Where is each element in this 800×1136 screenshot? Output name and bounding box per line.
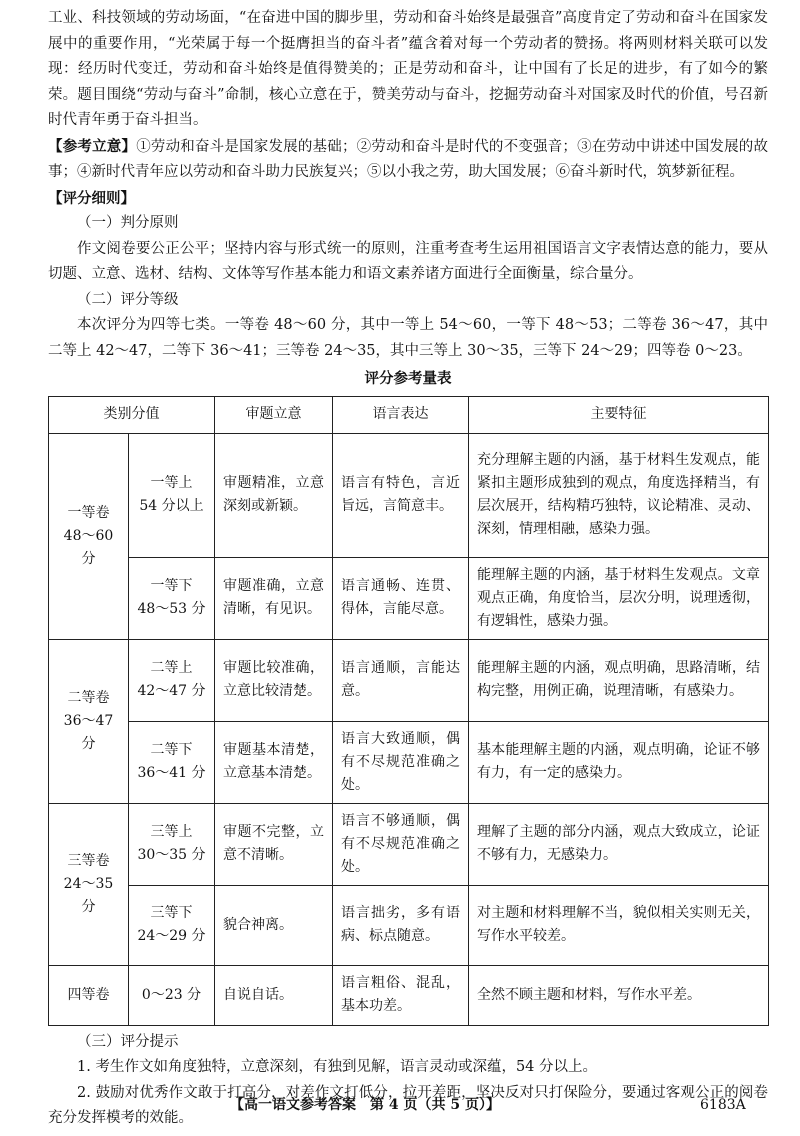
intro-paragraph: 工业、科技领域的劳动场面，“在奋进中国的脚步里，劳动和奋斗始终是最强音”高度肯定了劳动和奋斗在国家发展中的重要作用，“光荣属于每一个挺膺担当的奋斗者”蕴含着对每一个劳动者的赞扬。将两则材料关联可以发现：经历时代变迁，劳动和奋斗始终是值得赞美的；正是劳动和奋斗，让中国有了长足的进步，有了如今的繁荣。题目围绕“劳动与奋斗”命制，核心立意在于，赞美劳动与奋斗，挖掘劳动奋斗对国家及时代的价值，号召新时代青年勇于奋斗担当。	[48, 10, 768, 128]
language-cell: 语言有特色，言近旨远，言简意丰。	[333, 433, 469, 557]
group-cell: 三等卷 24～35 分	[49, 803, 129, 965]
section1-title: （一）判分原则	[77, 215, 179, 231]
header-language: 语言表达	[333, 396, 469, 433]
footer-code: 6183A	[700, 1097, 746, 1113]
theme-cell: 审题比较准确，立意比较清楚。	[215, 639, 333, 721]
reference-label: 【参考立意】	[48, 137, 137, 155]
sub-cell: 一等下 48～53 分	[129, 557, 215, 639]
feature-cell: 充分理解主题的内涵，基于材料生发观点，能紧扣主题形成独到的观点，角度选择精当，有层次展开，结构精巧独特，议论精准、灵动、深刻，情理相融，感染力强。	[469, 433, 769, 557]
feature-cell: 能理解主题的内涵，基于材料生发观点。文章观点正确，角度恰当，层次分明，说理透彻，有逻辑性，感染力强。	[469, 557, 769, 639]
theme-cell: 审题准确，立意清晰，有见识。	[215, 557, 333, 639]
reference-text: ①劳动和奋斗是国家发展的基础；②劳动和奋斗是时代的不变强音；③在劳动中讲述中国发展的故事；④新时代青年应以劳动和奋斗助力民族复兴；⑤以小我之劳，助大国发展；⑥奋斗新时代，筑梦新征程。	[48, 138, 768, 180]
page-body	[48, 6, 768, 1132]
sub-cell: 二等下 36～41 分	[129, 721, 215, 803]
feature-cell: 全然不顾主题和材料，写作水平差。	[469, 965, 769, 1025]
language-cell: 语言不够通顺，偶有不尽规范准确之处。	[333, 803, 469, 885]
scoring-table	[48, 396, 769, 1026]
tip-1: 1. 考生作文如角度独特，立意深刻，有独到见解，语言灵动或深蕴，54 分以上。	[77, 1059, 598, 1075]
group-cell: 二等卷 36～47 分	[49, 639, 129, 803]
sub-cell: 一等上 54 分以上	[129, 433, 215, 557]
theme-cell: 自说自话。	[215, 965, 333, 1025]
table-row	[49, 721, 769, 803]
table-row	[49, 557, 769, 639]
language-cell: 语言拙劣，多有语病、标点随意。	[333, 885, 469, 965]
table-row	[49, 639, 769, 721]
language-cell: 语言大致通顺，偶有不尽规范准确之处。	[333, 721, 469, 803]
group-cell: 四等卷	[49, 965, 129, 1025]
feature-cell: 基本能理解主题的内涵，观点明确，论证不够有力，有一定的感染力。	[469, 721, 769, 803]
section2-title: （二）评分等级	[77, 291, 179, 308]
tip-2: 2. 鼓励对优秀作文敢于打高分，对差作文打低分，拉开差距，坚决反对只打保险分，要通过客观公正的阅卷充分发挥模考的效能。	[48, 1084, 768, 1126]
section2-text: 本次评分为四等七类。一等卷 48～60 分，其中一等上 54～60，一等下 48～53；二等卷 36～47，其中二等上 42～47，二等下 36～41；三等卷 24～35，其中三等上 30～35，三等下 24～29；四等卷 0～23。	[48, 317, 768, 359]
header-feature: 主要特征	[469, 396, 769, 433]
feature-cell: 理解了主题的部分内涵，观点大致成立，论证不够有力，无感染力。	[469, 803, 769, 885]
theme-cell: 审题基本清楚，立意基本清楚。	[215, 721, 333, 803]
theme-cell: 审题精准，立意深刻或新颖。	[215, 433, 333, 557]
group-cell: 一等卷 48～60 分	[49, 433, 129, 639]
sub-cell: 三等上 30～35 分	[129, 803, 215, 885]
feature-cell: 能理解主题的内涵，观点明确，思路清晰，结构完整，用例正确，说理清晰，有感染力。	[469, 639, 769, 721]
table-row	[49, 803, 769, 885]
table-row	[49, 885, 769, 965]
tips-title: （三）评分提示	[77, 1033, 179, 1050]
language-cell: 语言通畅、连贯、得体，言能尽意。	[333, 557, 469, 639]
footer-page-info: 【高一语文参考答案 第 4 页（共 5 页）】	[230, 1097, 500, 1113]
sub-cell: 0～23 分	[129, 965, 215, 1025]
sub-cell: 三等下 24～29 分	[129, 885, 215, 965]
language-cell: 语言粗俗、混乱，基本功差。	[333, 965, 469, 1025]
section1-text: 作文阅卷要公正公平；坚持内容与形式统一的原则，注重考查考生运用祖国语言文字表情达意的能力，要从切题、立意、选材、结构、文体等写作基本能力和语文素养诸方面进行全面衡量，综合量分。	[48, 240, 768, 282]
table-header-row	[49, 396, 769, 433]
sub-cell: 二等上 42～47 分	[129, 639, 215, 721]
scoring-label: 【评分细则】	[48, 189, 135, 207]
feature-cell: 对主题和材料理解不当，貌似相关实则无关，写作水平较差。	[469, 885, 769, 965]
header-theme: 审题立意	[215, 396, 333, 433]
theme-cell: 审题不完整，立意不清晰。	[215, 803, 333, 885]
theme-cell: 貌合神离。	[215, 885, 333, 965]
header-category: 类别分值	[49, 396, 215, 433]
reference-paragraph	[48, 134, 768, 186]
language-cell: 语言通顺，言能达意。	[333, 639, 469, 721]
table-row	[49, 965, 769, 1025]
table-row	[49, 433, 769, 557]
table-title: 评分参考量表	[364, 370, 452, 387]
